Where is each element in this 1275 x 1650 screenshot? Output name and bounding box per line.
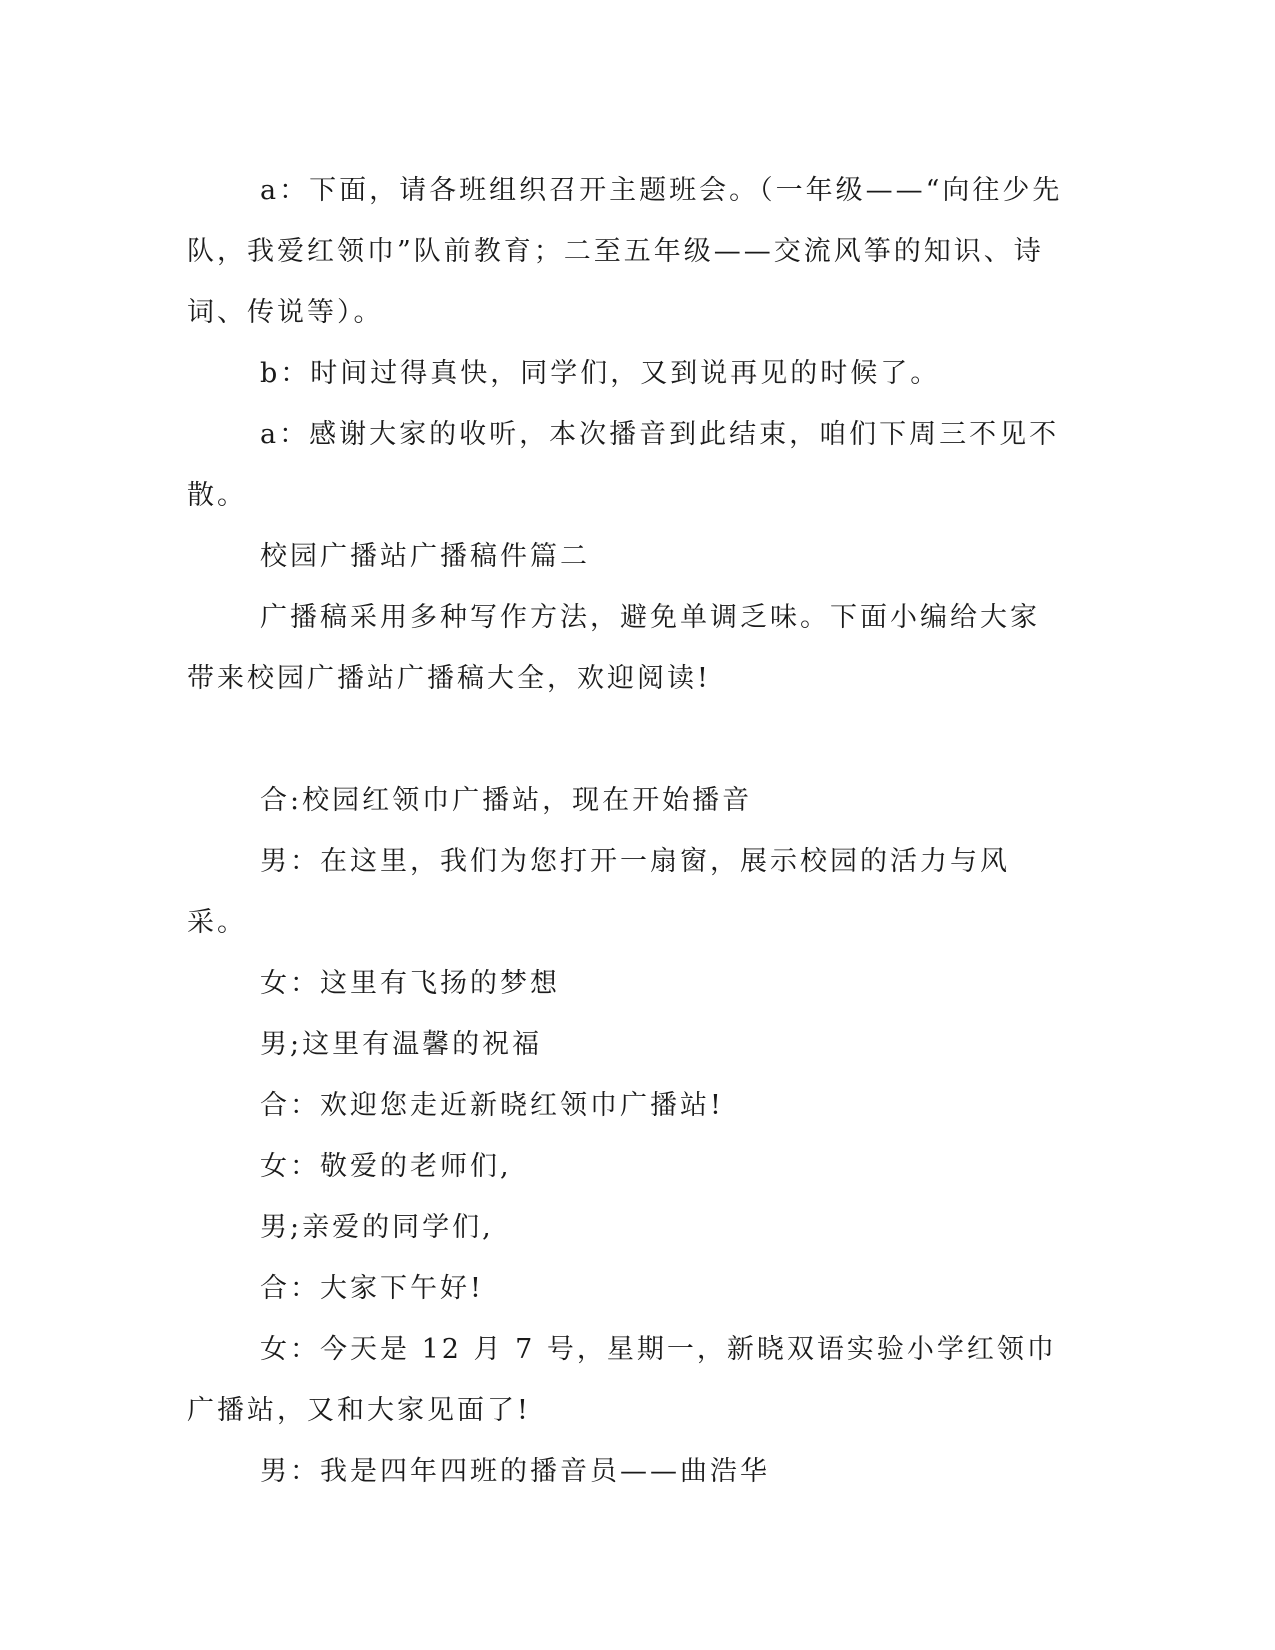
- dialogue-line: 合：大家下午好!: [260, 1273, 484, 1304]
- paragraph: a：下面，请各班组织召开主题班会。（一年级——“向往少先队，我爱红领巾”队前教育；二至五年级——交流风筝的知识、诗词、传说等）。: [187, 175, 1063, 328]
- dialogue-line: 男：在这里，我们为您打开一扇窗，展示校园的活力与风采。: [187, 846, 1010, 938]
- paragraph: 广播稿采用多种写作方法，避免单调乏味。下面小编给大家带来校园广播站广播稿大全，欢迎阅读!: [187, 602, 1040, 694]
- paragraph: a：感谢大家的收听，本次播音到此结束，咱们下周三不见不散。: [187, 419, 1060, 511]
- document-body: [187, 160, 1067, 1502]
- section-heading: 校园广播站广播稿件篇二: [260, 541, 590, 572]
- dialogue-line: 合:校园红领巾广播站，现在开始播音: [260, 785, 753, 816]
- dialogue-line: 女：今天是 12 月 7 号，星期一，新晓双语实验小学红领巾广播站，又和大家见面了!: [187, 1334, 1057, 1426]
- dialogue-line: 男;这里有温馨的祝福: [260, 1029, 543, 1060]
- dialogue-line: 合：欢迎您走近新晓红领巾广播站!: [260, 1090, 724, 1121]
- dialogue-line: 女：这里有飞扬的梦想: [260, 968, 560, 999]
- dialogue-line: 女：敬爱的老师们,: [260, 1151, 512, 1182]
- paragraph: b：时间过得真快，同学们，又到说再见的时候了。: [260, 358, 941, 389]
- dialogue-line: 男：我是四年四班的播音员——曲浩华: [260, 1456, 770, 1487]
- blank-line: [187, 709, 1067, 770]
- dialogue-line: 男;亲爱的同学们,: [260, 1212, 494, 1243]
